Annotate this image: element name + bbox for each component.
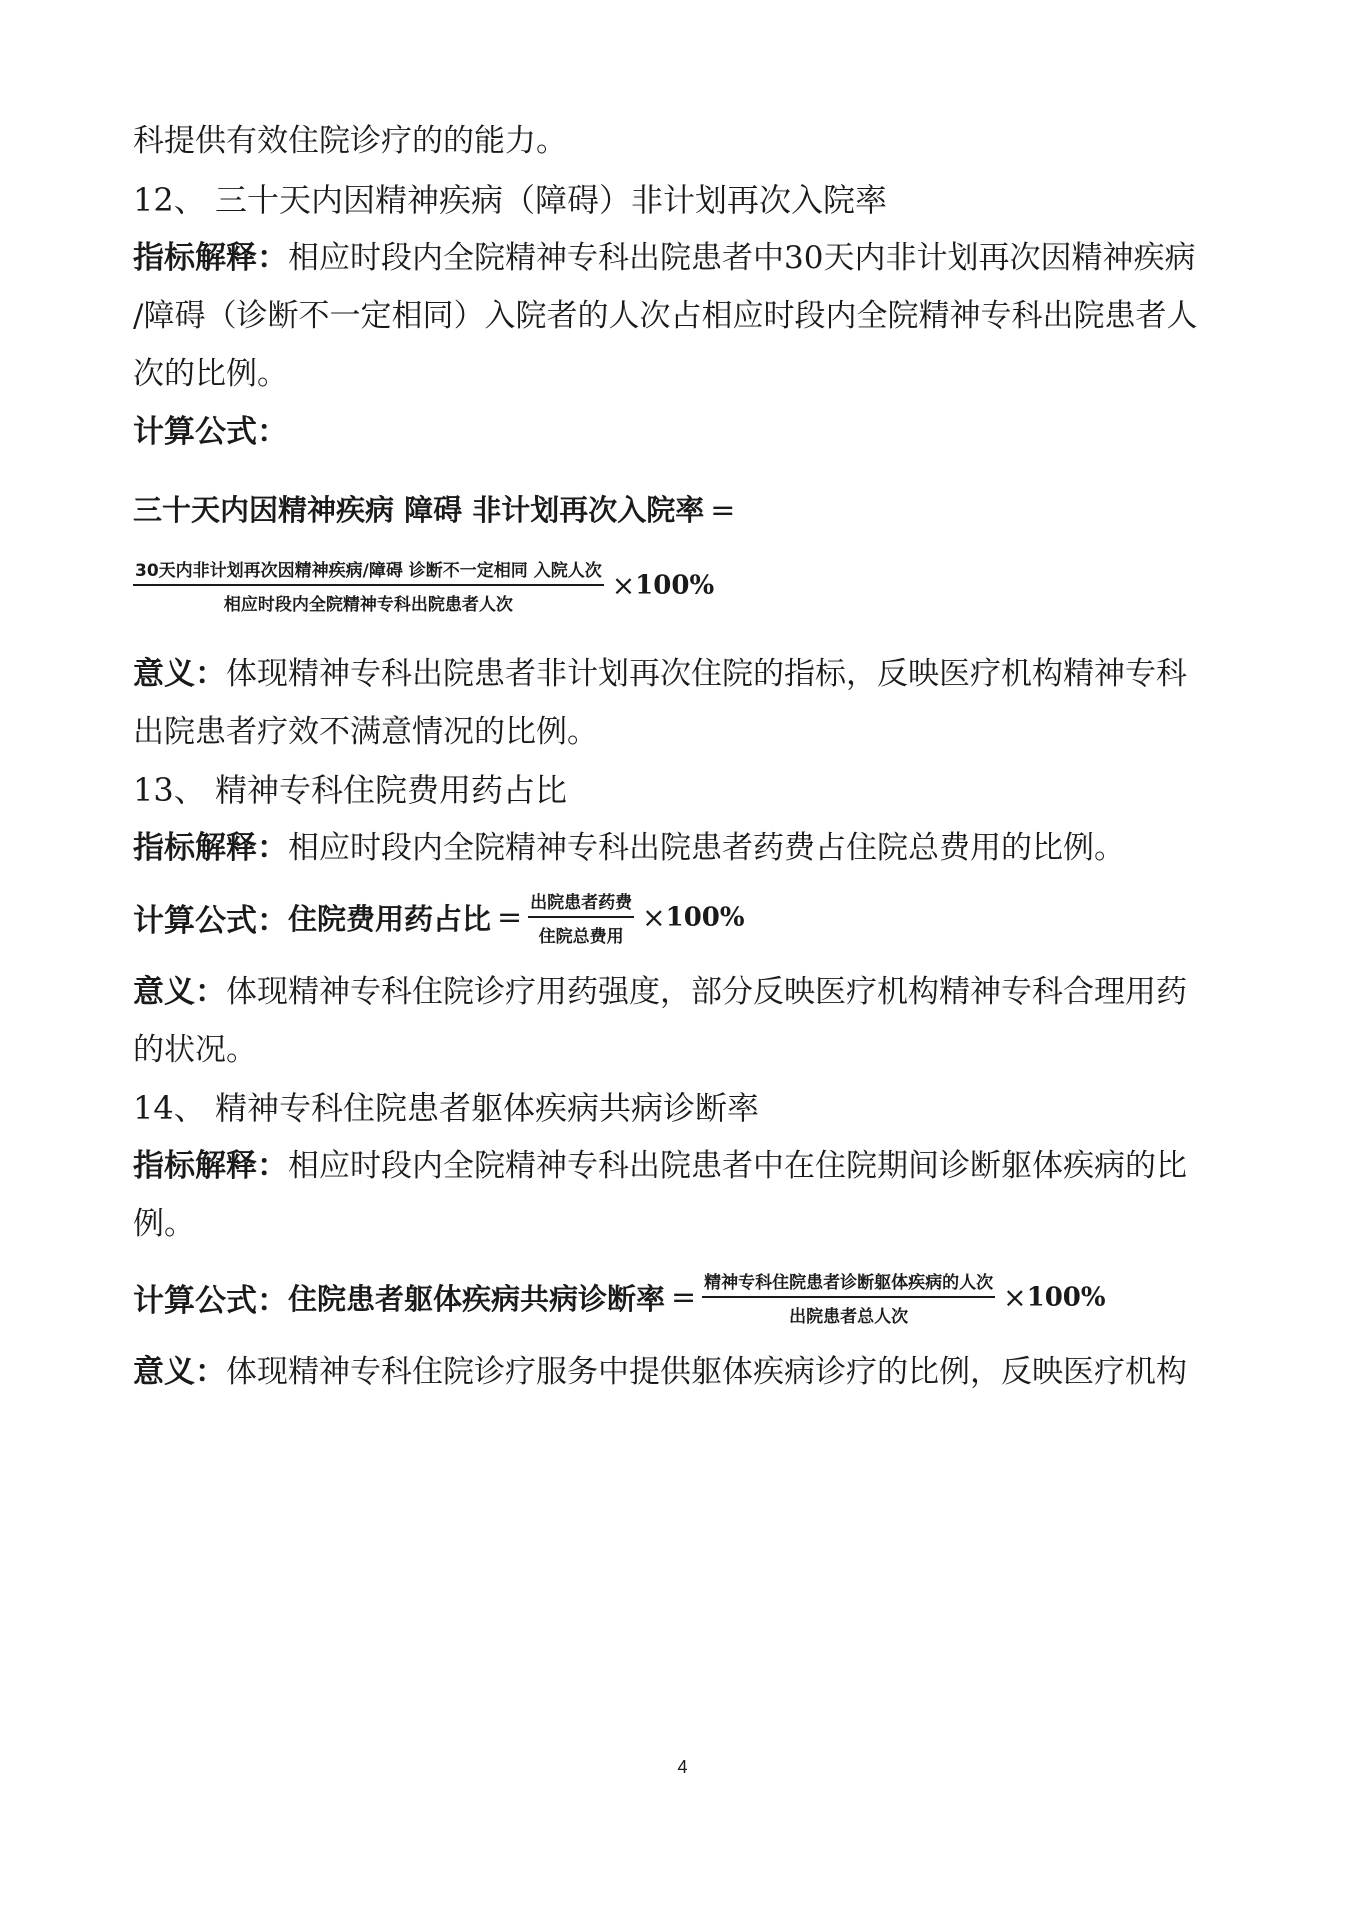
label-meaning: 意义： bbox=[133, 974, 226, 1010]
equals-sign: = bbox=[497, 900, 523, 935]
equals-sign: = bbox=[710, 493, 736, 528]
text: /障碍（诊断不一定相同）入院者的人次占相应时段内全院精神专科出院患者人 bbox=[133, 298, 1198, 334]
label-formula: 计算公式： bbox=[133, 903, 288, 939]
paragraph-line bbox=[133, 121, 567, 161]
label-explain: 指标解释： bbox=[133, 240, 288, 276]
text: 体现精神专科住院诊疗服务中提供躯体疾病诊疗的比例，反映医疗机构 bbox=[226, 1354, 1187, 1390]
text: 相应时段内全院精神专科出院患者中在住院期间诊断躯体疾病的比 bbox=[288, 1148, 1187, 1184]
formula-lhs: 三十天内因精神疾病 障碍 非计划再次入院率 bbox=[133, 493, 705, 527]
formula-lhs: 住院费用药占比 bbox=[288, 902, 492, 936]
section-heading-13 bbox=[133, 770, 567, 810]
times-sign: × bbox=[1003, 1281, 1027, 1314]
heading-title: 精神专科住院费用药占比 bbox=[215, 771, 568, 809]
text: 相应时段内全院精神专科出院患者药费占住院总费用的比例。 bbox=[288, 830, 1125, 866]
paragraph-line bbox=[133, 238, 1195, 278]
fraction bbox=[133, 556, 604, 615]
paragraph-line bbox=[133, 412, 288, 452]
label-explain: 指标解释： bbox=[133, 1148, 288, 1184]
times-sign: × bbox=[642, 901, 666, 934]
text: 体现精神专科住院诊疗用药强度，部分反映医疗机构精神专科合理用药 bbox=[226, 974, 1187, 1010]
paragraph-line bbox=[133, 296, 1197, 336]
label-formula: 计算公式： bbox=[133, 414, 288, 450]
fraction bbox=[528, 888, 634, 947]
label-meaning: 意义： bbox=[133, 656, 226, 692]
text: 次的比例。 bbox=[133, 356, 288, 392]
text: 例。 bbox=[133, 1206, 195, 1242]
times-sign: × bbox=[611, 569, 636, 602]
heading-title: 三十天内因精神疾病（障碍）非计划再次入院率 bbox=[215, 181, 888, 219]
denominator: 住院总费用 bbox=[538, 927, 624, 947]
text: 出院患者疗效不满意情况的比例。 bbox=[133, 714, 598, 750]
paragraph-line bbox=[133, 1146, 1187, 1186]
label-formula: 计算公式： bbox=[133, 1283, 288, 1319]
label-explain: 指标解释： bbox=[133, 830, 288, 866]
equals-sign: = bbox=[671, 1280, 697, 1315]
paragraph-line bbox=[133, 354, 288, 394]
percent-value: 100% bbox=[635, 570, 715, 601]
text: 的状况。 bbox=[133, 1032, 257, 1068]
formula-lhs: 住院患者躯体疾病共病诊断率 bbox=[288, 1282, 666, 1316]
denominator: 出院患者总人次 bbox=[789, 1307, 909, 1327]
section-heading-14 bbox=[133, 1088, 759, 1128]
paragraph-line bbox=[133, 1204, 195, 1244]
formula-12-fraction bbox=[133, 556, 714, 615]
heading-title: 精神专科住院患者躯体疾病共病诊断率 bbox=[215, 1089, 760, 1127]
numerator: 精神专科住院患者诊断躯体疾病的人次 bbox=[702, 1268, 995, 1298]
text: 相应时段内全院精神专科出院患者中30天内非计划再次因精神疾病 bbox=[288, 240, 1196, 276]
heading-number: 13、 bbox=[133, 771, 206, 809]
heading-number: 14、 bbox=[133, 1089, 206, 1127]
numerator: 出院患者药费 bbox=[528, 888, 634, 918]
percent-value: 100% bbox=[665, 902, 745, 933]
paragraph-line bbox=[133, 1352, 1187, 1392]
formula-14 bbox=[133, 1268, 1106, 1327]
text: 科提供有效住院诊疗的的能力。 bbox=[133, 123, 567, 159]
text: 体现精神专科出院患者非计划再次住院的指标，反映医疗机构精神专科 bbox=[226, 656, 1187, 692]
label-meaning: 意义： bbox=[133, 1354, 226, 1390]
formula-12-lhs bbox=[133, 488, 741, 529]
formula-13 bbox=[133, 888, 745, 947]
paragraph-line bbox=[133, 828, 1125, 868]
paragraph-line bbox=[133, 1030, 257, 1070]
heading-number: 12、 bbox=[133, 181, 206, 219]
section-heading-12 bbox=[133, 180, 887, 220]
page-number: 4 bbox=[677, 1757, 688, 1777]
fraction bbox=[702, 1268, 995, 1327]
numerator: 30天内非计划再次因精神疾病/障碍 诊断不一定相同 入院人次 bbox=[133, 556, 604, 586]
paragraph-line bbox=[133, 972, 1187, 1012]
paragraph-line bbox=[133, 654, 1187, 694]
percent-value: 100% bbox=[1026, 1282, 1106, 1313]
paragraph-line bbox=[133, 712, 598, 752]
denominator: 相应时段内全院精神专科出院患者人次 bbox=[223, 595, 513, 615]
